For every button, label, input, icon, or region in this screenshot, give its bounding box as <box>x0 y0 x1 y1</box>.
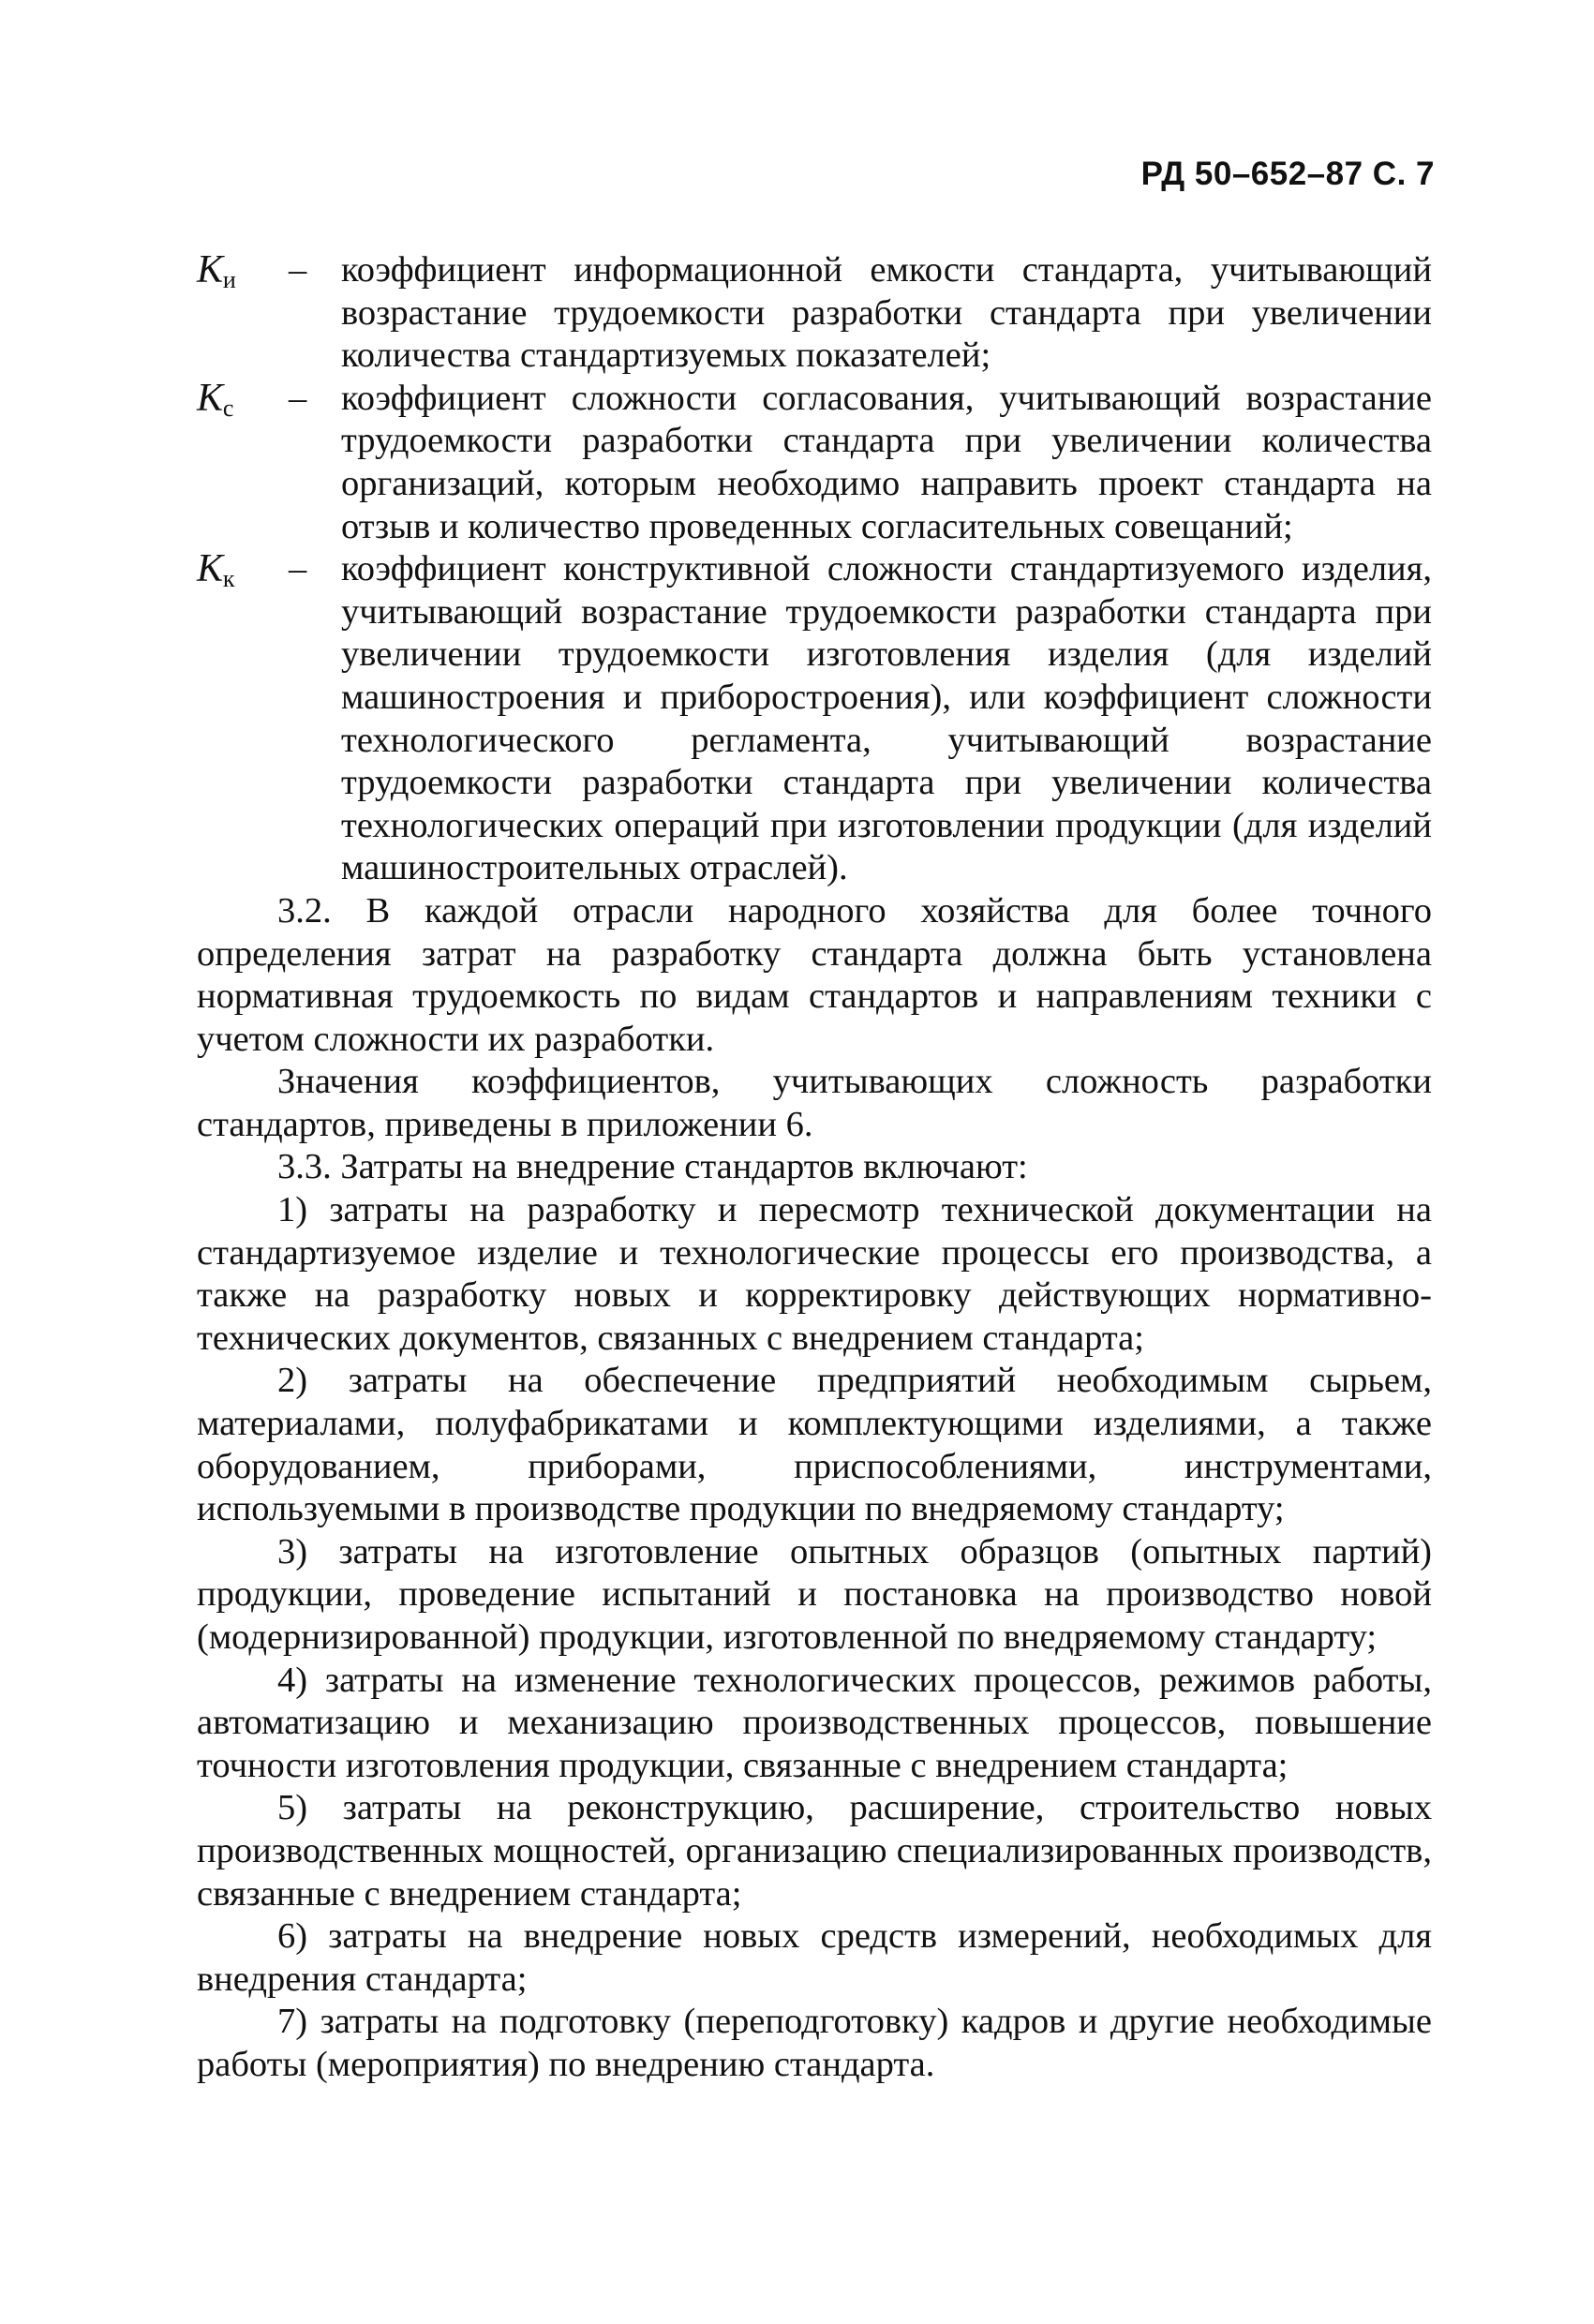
definition-dash: – <box>289 250 307 290</box>
coefficient-symbol: $К_и$ <box>197 248 236 293</box>
list-item-5: 5) затраты на реконструкцию, расширение, строительство новых производственных мощностей, организацию специализированных производств, связанные с внедрением стандарта; <box>197 1788 1432 1914</box>
definition-item <box>197 249 1432 378</box>
definition-text: коэффициент сложности согласования, учитывающий возрастание трудоемкости разработки стандарта при увеличении количества организаций, которым необходимо направить проект стандарта на отзыв и количество проведенных согласительных совещаний; <box>341 378 1432 546</box>
paragraph-coefficients-note: Значения коэффициентов, учитывающих сложность разработки стандартов, приведены в приложении 6. <box>197 1062 1432 1144</box>
list-item-1: 1) затраты на разработку и пересмотр технической документации на стандартизуемое изделие и технологические процессы его производства, а также на разработку новых и корректировку действующих нормативно-технических документов, связанных с внедрением стандарта; <box>197 1190 1432 1358</box>
definitions-list <box>197 249 1432 890</box>
definition-text: коэффициент информационной емкости стандарта, учитывающий возрастание трудоемкости разработки стандарта при увеличении количества стандартизуемых показателей; <box>341 250 1432 376</box>
definition-term <box>197 378 341 430</box>
definition-dash: – <box>289 378 307 418</box>
document-body <box>197 249 1432 2087</box>
definition-term <box>197 249 341 302</box>
list-item-4: 4) затраты на изменение технологических процессов, режимов работы, автоматизацию и механизацию производственных процессов, повышение точности изготовления продукции, связанные с внедрением стандарта; <box>197 1660 1432 1785</box>
definition-dash: – <box>289 549 307 589</box>
list-item-6: 6) затраты на внедрение новых средств измерений, необходимых для внедрения стандарта; <box>197 1916 1432 1999</box>
list-item-7: 7) затраты на подготовку (переподготовку) кадров и другие необходимые работы (мероприятия) по внедрению стандарта. <box>197 2002 1432 2084</box>
coefficient-symbol: $К_к$ <box>197 547 235 593</box>
paragraph-3-2: 3.2. В каждой отрасли народного хозяйства для более точного определения затрат на разработку стандарта должна быть установлена нормативная трудоемкость по видам стандартов и направлениям техники с учетом сложности их разработки. <box>197 890 1432 1059</box>
definition-term <box>197 548 341 601</box>
definition-item <box>197 378 1432 548</box>
paragraph-3-3: 3.3. Затраты на внедрение стандартов включают: <box>277 1147 1028 1187</box>
running-header: РД 50–652–87 С. 7 <box>1140 156 1435 192</box>
list-item-2: 2) затраты на обеспечение предприятий необходимым сырьем, материалами, полуфабрикатами и комплектующими изделиями, а также оборудованием, приборами, приспособлениями, инструментами, используемыми в производстве продукции по внедряемому стандарту; <box>197 1361 1432 1529</box>
definition-item <box>197 548 1432 890</box>
definition-text: коэффициент конструктивной сложности стандартизуемого изделия, учитывающий возрастание трудоемкости разработки стандарта при увеличении трудоемкости изготовления изделия (для изделий машиностроения и приборостроения), или коэффициент сложности технологического регламента, учитывающий возрастание трудоемкости разработки стандарта при увеличении количества технологических операций при изготовлении продукции (для изделий машиностроительных отраслей). <box>341 549 1432 888</box>
list-item-3: 3) затраты на изготовление опытных образцов (опытных партий) продукции, проведение испытаний и постановка на производство новой (модернизированной) продукции, изготовленной по внедряемому стандарту; <box>197 1531 1432 1657</box>
coefficient-symbol: $К_с$ <box>197 376 234 422</box>
